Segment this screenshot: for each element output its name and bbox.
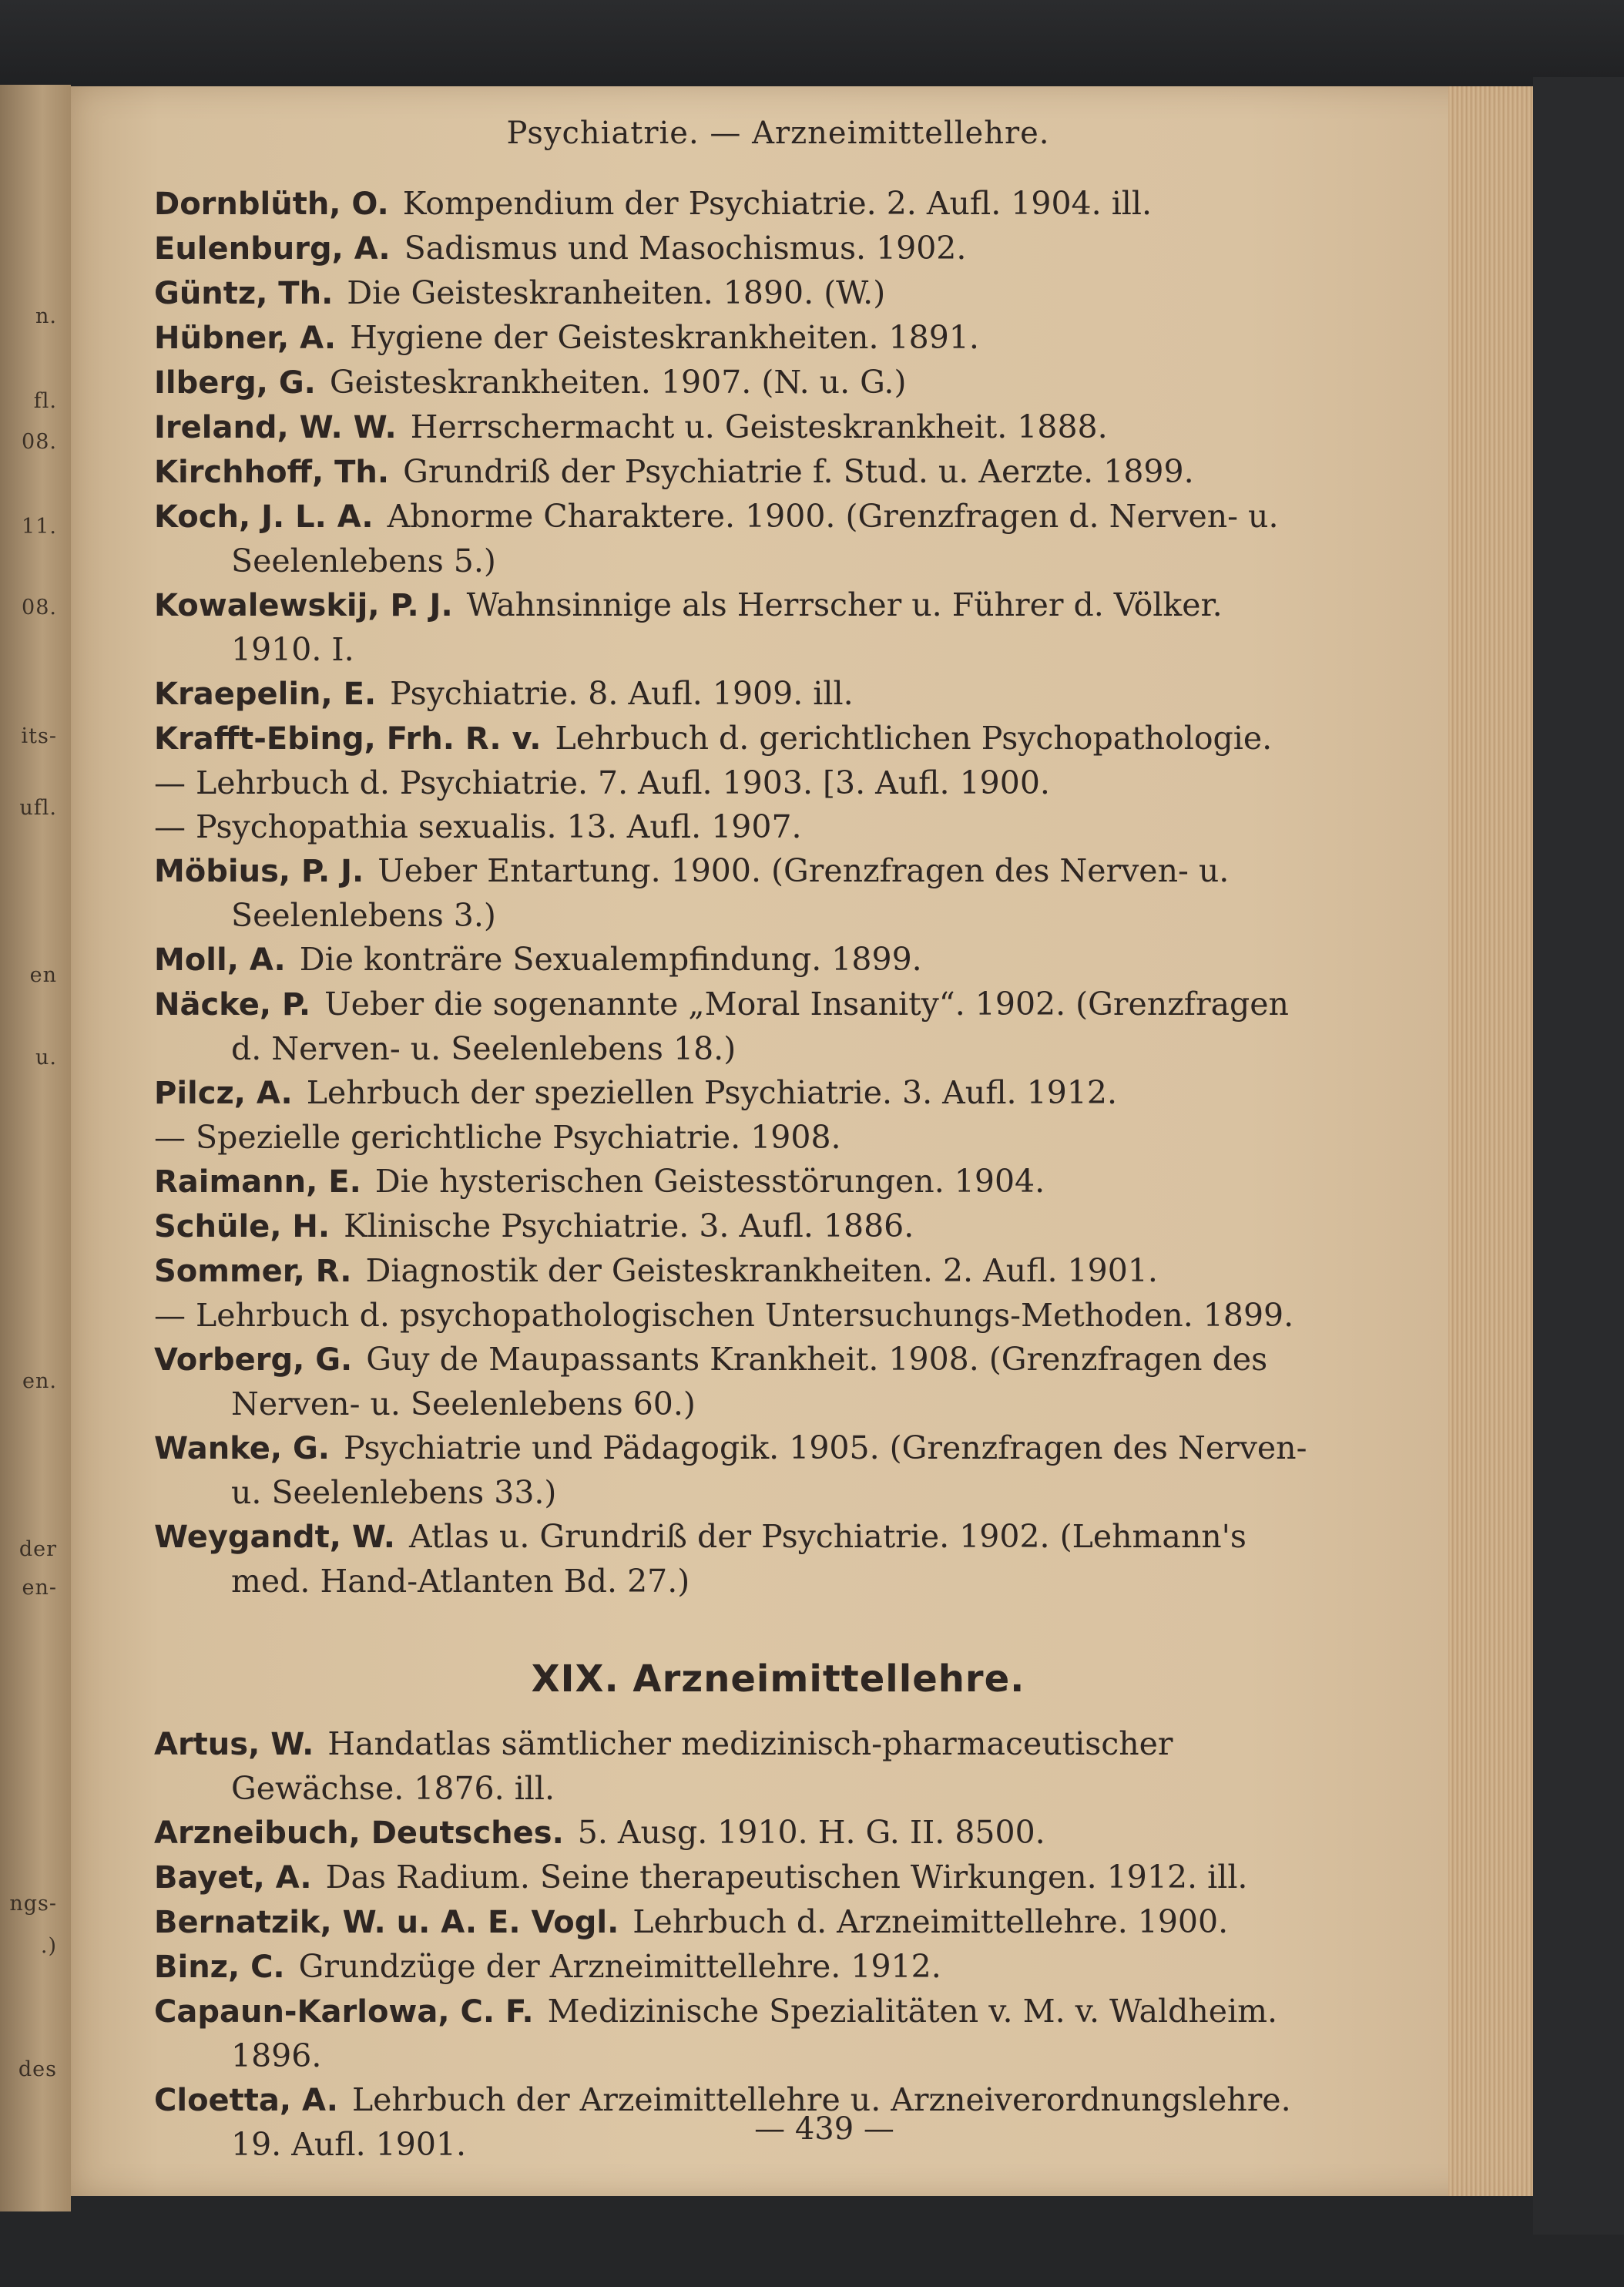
bibliography-entry [154, 1515, 1310, 1604]
bibliography-entry [154, 761, 1310, 805]
bibliography-entry [154, 1116, 1310, 1160]
margin-fragment: ufl. [19, 796, 57, 820]
bibliography-entry [154, 182, 1310, 227]
margin-fragment: n. [35, 304, 57, 328]
entry-text: — Lehrbuch d. Psychiatrie. 7. Aufl. 1903. [3. Aufl. 1900. [154, 764, 1050, 801]
bibliography-entry [154, 227, 1310, 271]
running-head: Psychiatrie. — Arzneimittellehre. [506, 116, 1050, 151]
bibliography-entry [154, 1811, 1310, 1855]
entry-author: Cloetta, A. [154, 2083, 338, 2118]
page-number: — 439 — [754, 2111, 894, 2147]
entry-author: Binz, C. [154, 1949, 285, 1985]
bibliography-entry [154, 1855, 1310, 1900]
margin-fragment: en. [22, 1369, 57, 1393]
entry-text: Die konträre Sexualempfindung. 1899. [299, 941, 922, 978]
entry-author: Eulenburg, A. [154, 231, 391, 267]
margin-fragment: .) [40, 1934, 57, 1958]
entry-author: Ireland, W. W. [154, 410, 397, 445]
bibliography-entry [154, 938, 1310, 982]
entry-author: Krafft-Ebing, Frh. R. v. [154, 721, 542, 757]
entry-text: Die Geisteskranheiten. 1890. (W.) [347, 274, 886, 311]
bibliography-entry [154, 450, 1310, 495]
margin-fragment: der [18, 1537, 57, 1561]
bibliography-entry [154, 1945, 1310, 1990]
entry-author: Bernatzik, W. u. A. E. Vogl. [154, 1905, 619, 1940]
entry-text: Wahnsinnige als Herrscher u. Führer d. Völker. 1910. I. [231, 586, 1223, 668]
margin-fragment: u. [35, 1046, 57, 1070]
entry-text: — Spezielle gerichtliche Psychiatrie. 1908. [154, 1119, 841, 1156]
margin-fragment: fl. [33, 389, 57, 413]
entry-author: Wanke, G. [154, 1431, 330, 1466]
entry-author: Näcke, P. [154, 987, 311, 1023]
bibliography-entry [154, 672, 1310, 717]
bibliography-entry [154, 1900, 1310, 1945]
entry-text: Lehrbuch d. Arzneimittellehre. 1900. [632, 1903, 1229, 1940]
entry-author: Raimann, E. [154, 1164, 361, 1200]
bibliography-entry [154, 1249, 1310, 1294]
entry-author: Dornblüth, O. [154, 186, 389, 222]
entry-text: 5. Ausg. 1910. H. G. II. 8500. [577, 1814, 1045, 1851]
entry-author: Kirchhoff, Th. [154, 455, 390, 490]
entry-text: Kompendium der Psychiatrie. 2. Aufl. 1904. ill. [402, 185, 1153, 222]
entry-text: Lehrbuch der Arzeimittellehre u. Arzneiverordnungslehre. 19. Aufl. 1901. [231, 2081, 1291, 2163]
entry-author: Sommer, R. [154, 1254, 352, 1289]
entry-text: Ueber Entartung. 1900. (Grenzfragen des Nerven- u. Seelenlebens 3.) [231, 852, 1230, 934]
page-block-edge [1448, 86, 1533, 2196]
bibliography-entry [154, 316, 1310, 361]
entry-text: — Lehrbuch d. psychopathologischen Untersuchungs-Methoden. 1899. [154, 1297, 1294, 1334]
entry-author: Schüle, H. [154, 1209, 331, 1244]
entry-author: Möbius, P. J. [154, 854, 364, 889]
margin-fragment: 08. [22, 430, 57, 454]
entry-list-arzneimittellehre [154, 1722, 1310, 2167]
entry-author: Kowalewskij, P. J. [154, 588, 453, 623]
entry-author: Kraepelin, E. [154, 677, 377, 712]
entry-text: Ueber die sogenannte „Moral Insanity“. 1902. (Grenzfragen d. Nerven- u. Seelenlebens 18.) [231, 986, 1289, 1067]
entry-text: Klinische Psychiatrie. 3. Aufl. 1886. [344, 1207, 914, 1244]
bibliography-entry [154, 1204, 1310, 1249]
page-content [154, 116, 1310, 2167]
bibliography-entry [154, 849, 1310, 938]
entry-text: Abnorme Charaktere. 1900. (Grenzfragen d. Nerven- u. Seelenlebens 5.) [231, 498, 1279, 579]
entry-author: Vorberg, G. [154, 1342, 353, 1378]
bibliography-entry [154, 583, 1310, 672]
entry-author: Pilcz, A. [154, 1076, 293, 1111]
entry-text: Psychiatrie und Pädagogik. 1905. (Grenzfragen des Nerven- u. Seelenlebens 33.) [231, 1429, 1307, 1511]
bibliography-entry [154, 1426, 1310, 1515]
entry-text: Hygiene der Geisteskrankheiten. 1891. [350, 319, 979, 356]
entry-list-psychiatrie [154, 182, 1310, 1604]
entry-author: Moll, A. [154, 942, 286, 978]
entry-text: Geisteskrankheiten. 1907. (N. u. G.) [329, 364, 907, 401]
book-cover-top [0, 0, 1624, 92]
entry-author: Capaun-Karlowa, C. F. [154, 1994, 534, 2030]
entry-author: Artus, W. [154, 1727, 314, 1762]
entry-text: Herrschermacht u. Geisteskrankheit. 1888. [410, 408, 1108, 445]
entry-author: Bayet, A. [154, 1860, 312, 1896]
margin-fragment: ngs- [9, 1892, 57, 1916]
entry-text: Guy de Maupassants Krankheit. 1908. (Grenzfragen des Nerven- u. Seelenlebens 60.) [231, 1341, 1268, 1422]
margin-fragment: 11. [22, 515, 57, 539]
facing-page-edge [0, 85, 71, 2211]
bibliography-entry [154, 361, 1310, 405]
entry-author: Güntz, Th. [154, 276, 334, 311]
bibliography-entry [154, 495, 1310, 583]
entry-text: — Psychopathia sexualis. 13. Aufl. 1907. [154, 808, 802, 845]
bibliography-entry [154, 1722, 1310, 1811]
entry-author: Arzneibuch, Deutsches. [154, 1815, 564, 1851]
bibliography-entry [154, 405, 1310, 450]
entry-text: Grundzüge der Arzneimittellehre. 1912. [298, 1948, 941, 1985]
entry-text: Das Radium. Seine therapeutischen Wirkungen. 1912. ill. [325, 1859, 1248, 1896]
margin-fragment: 08. [22, 596, 57, 620]
entry-text: Die hysterischen Geistesstörungen. 1904. [374, 1163, 1045, 1200]
entry-text: Sadismus und Masochismus. 1902. [404, 230, 967, 267]
entry-text: Diagnostik der Geisteskrankheiten. 2. Aufl. 1901. [365, 1252, 1158, 1289]
bibliography-entry [154, 1338, 1310, 1426]
entry-text: Atlas u. Grundriß der Psychiatrie. 1902. (Lehmann's med. Hand-Atlanten Bd. 27.) [231, 1518, 1247, 1600]
entry-text: Lehrbuch d. gerichtlichen Psychopathologie. [555, 720, 1273, 757]
bibliography-entry [154, 1160, 1310, 1204]
entry-author: Hübner, A. [154, 321, 337, 356]
entry-text: Psychiatrie. 8. Aufl. 1909. ill. [390, 675, 854, 712]
bibliography-entry [154, 271, 1310, 316]
bibliography-entry [154, 1990, 1310, 2078]
bibliography-entry [154, 805, 1310, 849]
bibliography-entry [154, 982, 1310, 1071]
bibliography-entry [154, 717, 1310, 761]
book-cover-right [1533, 77, 1624, 2235]
entry-text: Lehrbuch der speziellen Psychiatrie. 3. Aufl. 1912. [306, 1074, 1117, 1111]
entry-author: Koch, J. L. A. [154, 499, 374, 535]
entry-author: Ilberg, G. [154, 365, 316, 401]
entry-text: Grundriß der Psychiatrie f. Stud. u. Aerzte. 1899. [403, 453, 1194, 490]
entry-text: Handatlas sämtlicher medizinisch-pharmaceutischer Gewächse. 1876. ill. [231, 1725, 1173, 1807]
margin-fragment: en- [22, 1576, 57, 1600]
bibliography-entry [154, 1294, 1310, 1338]
entry-author: Weygandt, W. [154, 1520, 395, 1555]
section-heading: XIX. Arzneimittellehre. [531, 1657, 1025, 1701]
margin-fragment: en [29, 963, 57, 987]
bibliography-entry [154, 1071, 1310, 1116]
margin-fragment: its- [21, 724, 57, 748]
entry-text: Medizinische Spezialitäten v. M. v. Waldheim. 1896. [231, 1993, 1278, 2074]
margin-fragment: des [18, 2057, 57, 2081]
